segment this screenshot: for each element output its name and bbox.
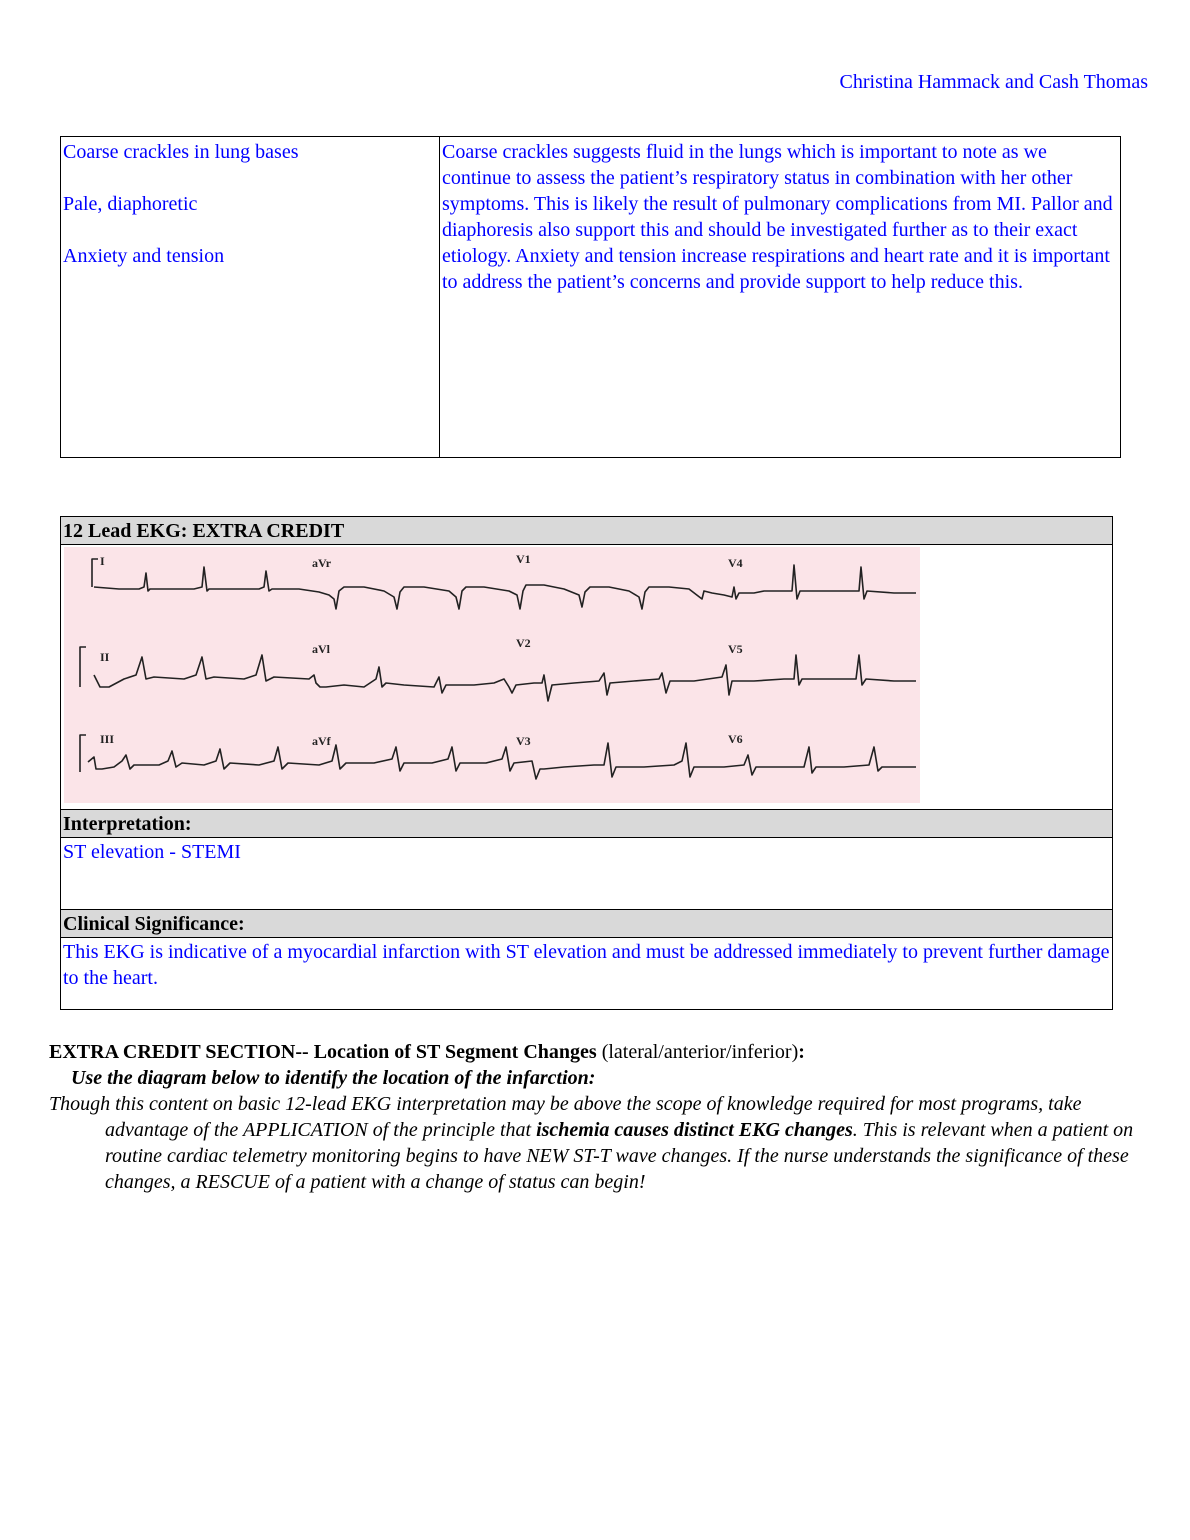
lead-label-v5: V5 [728,642,743,656]
assessment-table [60,136,1121,458]
lead-label-i: I [100,554,105,568]
finding-anxiety: Anxiety and tension [63,245,225,267]
extra-credit-title-bold: EXTRA CREDIT SECTION-- Location of ST Segment Changes [49,1041,597,1063]
author-names: Christina Hammack and Cash Thomas [839,71,1148,93]
table-row [61,517,1113,545]
table-row [61,810,1113,838]
lead-label-v3: V3 [516,734,531,748]
interpretation-text: ST elevation - STEMI [61,838,1113,910]
table-row [61,545,1113,810]
extra-credit-instruction: Use the diagram below to identify the location of the infarction: [71,1067,596,1089]
significance-label: Clinical Significance: [61,910,1113,938]
ekg-trace-row3 [88,743,916,779]
finding-pale: Pale, diaphoretic [63,193,198,215]
findings-cell [61,137,440,458]
extra-credit-title-plain: (lateral/anterior/inferior) [596,1041,799,1063]
lead-label-v6: V6 [728,732,743,746]
calibration-mark [80,647,86,687]
calibration-mark [92,559,98,587]
extra-credit-title [49,1039,1149,1065]
table-row [61,137,1121,458]
lead-label-iii: III [100,732,115,746]
lead-label-v1: V1 [516,552,531,566]
interpretation-label: Interpretation: [61,810,1113,838]
lead-label-v4: V4 [728,556,743,570]
lead-label-avf: aVf [312,734,331,748]
significance-text: This EKG is indicative of a myocardial infarction with ST elevation and must be addressed immediately to prevent further damage to the heart. [61,938,1113,1010]
lead-label-ii: II [100,650,110,664]
ekg-trace-row2 [94,655,916,701]
ekg-strip-cell [61,545,1113,810]
finding-crackles: Coarse crackles in lung bases [63,141,299,163]
extra-credit-paragraph [49,1091,1149,1195]
extra-credit-title-colon: : [798,1041,805,1063]
paragraph-part-1: Though this content on basic 12-lead EKG interpretation may be above the scope of knowledge required for most programs, take advantage of the APPLICATION of the principle that [49,1093,1082,1141]
rationale-cell: Coarse crackles suggests fluid in the lungs which is important to note as we continue to assess the patient’s respiratory status in combination with her other symptoms. This is likely the result of pulmonary complications from MI. Pallor and diaphoresis also support this and should be investigated further as to their exact etiology. Anxiety and tension increase respirations and heart rate and it is important to address the patient’s concerns and provide support to help reduce this. [440,137,1121,458]
table-row [61,938,1113,1010]
lead-label-v2: V2 [516,636,531,650]
table-row [61,910,1113,938]
ekg-title: 12 Lead EKG: EXTRA CREDIT [61,517,1113,545]
extra-credit-section [49,1039,1149,1195]
paragraph-bold: ischemia causes distinct EKG changes [536,1119,853,1141]
calibration-mark [80,735,86,772]
ekg-trace-row1 [94,565,916,609]
table-row [61,838,1113,910]
ekg-strip-image [64,547,920,803]
ekg-table [60,516,1113,1010]
lead-label-avl: aVl [312,642,330,656]
paragraph-part-2: . This is relevant when a patient on routine cardiac telemetry monitoring begins to have NEW ST-T wave changes. If the nurse understands the significance of these changes, a RESCUE of a patient with a change of status can begin! [105,1119,1134,1193]
lead-label-avr: aVr [312,556,332,570]
